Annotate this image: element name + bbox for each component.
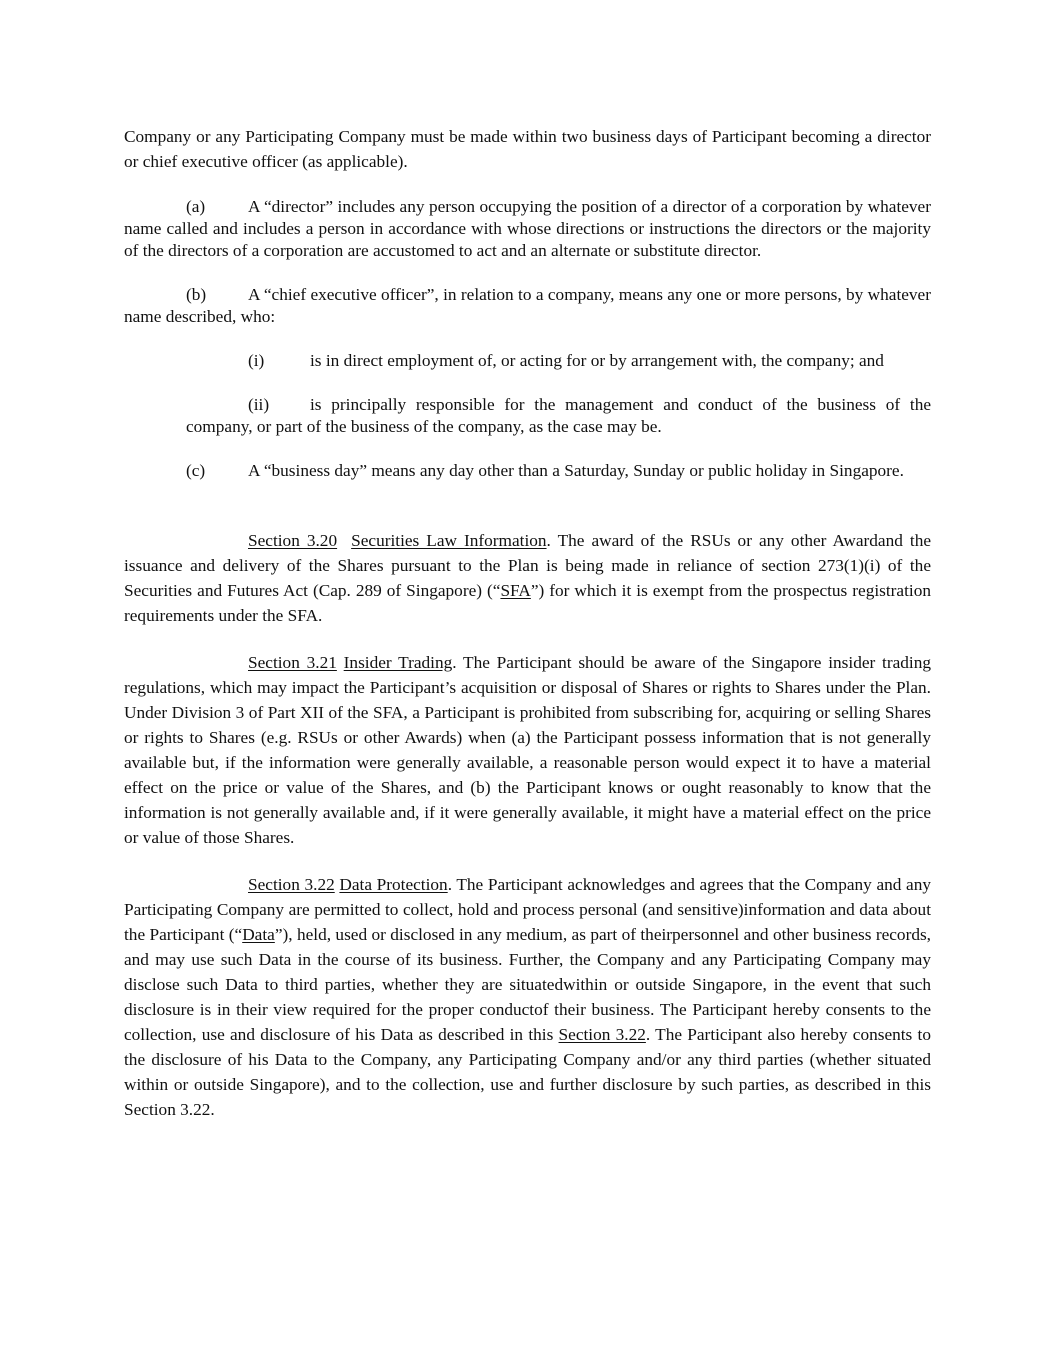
- definition-label: (a): [186, 197, 206, 216]
- definition-label: (c): [186, 461, 206, 480]
- spacer: [124, 850, 931, 872]
- definition-director: (a) A “director” includes any person occupying the position of a director of a corporation by whatever name called and includes a person in accordance with whose directions or instructions the directors or the majority of the directors of a corporation are accustomed to act and an alternate or substitute director.: [124, 197, 931, 260]
- definition-business-day: (c) A “business day” means any day other than a Saturday, Sunday or public holiday in Singapore.: [186, 461, 904, 480]
- defined-term-data: Data: [242, 925, 275, 944]
- spacer: [124, 174, 931, 196]
- spacer: [124, 438, 931, 460]
- defined-term-sfa: SFA: [500, 581, 531, 600]
- section-ref: Section 3.20: [248, 531, 338, 550]
- document-page: [124, 124, 931, 1122]
- spacer: [124, 372, 931, 394]
- section-ref: Section 3.22: [248, 875, 335, 894]
- section-heading: Insider Trading: [343, 653, 453, 672]
- spacer: [124, 262, 931, 284]
- section-3-22-paragraph: Section 3.22 Data Protection. The Participant acknowledges and agrees that the Company and any Participating Company are permitted to collect, hold and process personal (and sensitive)information and data about the Participant (“Data”), held, used or disclosed in any medium, as part of theirpersonnel and other business records, and may use such Data in the course of its business. Further, the Company and any Participating Company may disclose such Data to third parties, whether they are situatedwithin or outside Singapore, in the event that such disclosure is in their view required for the proper conductof their business. The Participant hereby consents to the collection, use and disclosure of his Data as described in this Section 3.22. The Participant also hereby consents to the disclosure of his Data to the Company, any Participating Company and/or any third parties (whether situated within or outside Singapore), and to the collection, use and further disclosure by such parties, as described in this Section 3.22.: [124, 875, 932, 1119]
- definition-ceo-item-i: (i) is in direct employment of, or acting for or by arrangement with, the company; and: [248, 351, 884, 370]
- section-cross-reference: Section 3.22: [558, 1025, 646, 1044]
- spacer: [124, 482, 931, 528]
- section-ref: Section 3.21: [248, 653, 337, 672]
- definition-ceo-item-ii: (ii) is principally responsible for the management and conduct of the business of the company, or part of the business of the company, as the case may be.: [186, 395, 931, 436]
- section-heading: Securities Law Information: [351, 531, 547, 550]
- section-heading: Data Protection: [339, 875, 448, 894]
- spacer: [124, 328, 931, 350]
- definition-label: (ii): [248, 395, 270, 414]
- intro-paragraph: Company or any Participating Company must be made within two business days of Participant becoming a director or chief executive officer (as applicable).: [124, 127, 931, 171]
- spacer: [124, 628, 931, 650]
- definition-label: (i): [248, 351, 265, 370]
- definition-label: (b): [186, 285, 207, 304]
- definition-ceo: (b) A “chief executive officer”, in relation to a company, means any one or more persons, by whatever name described, who:: [124, 285, 931, 326]
- section-3-20-paragraph: Section 3.20 Securities Law Information. The award of the RSUs or any other Awardand the issuance and delivery of the Shares pursuant to the Plan is being made in reliance of section 273(1)(i) of the Securities and Futures Act (Cap. 289 of Singapore) (“SFA”) for which it is exempt from the prospectus registration requirements under the SFA.: [124, 531, 931, 625]
- section-3-21-paragraph: Section 3.21 Insider Trading. The Participant should be aware of the Singapore insider trading regulations, which may impact the Participant’s acquisition or disposal of Shares or rights to Shares under the Plan. Under Division 3 of Part XII of the SFA, a Participant is prohibited from subscribing for, acquiring or selling Shares or rights to Shares (e.g. RSUs or other Awards) when (a) the Participant possess information that is not generally available but, if the information were generally available, a reasonable person would expect it to have a material effect on the price or value of the Shares, and (b) the Participant knows or ought reasonably to know that the information is not generally available and, if it were generally available, it might have a material effect on the price or value of those Shares.: [124, 653, 932, 847]
